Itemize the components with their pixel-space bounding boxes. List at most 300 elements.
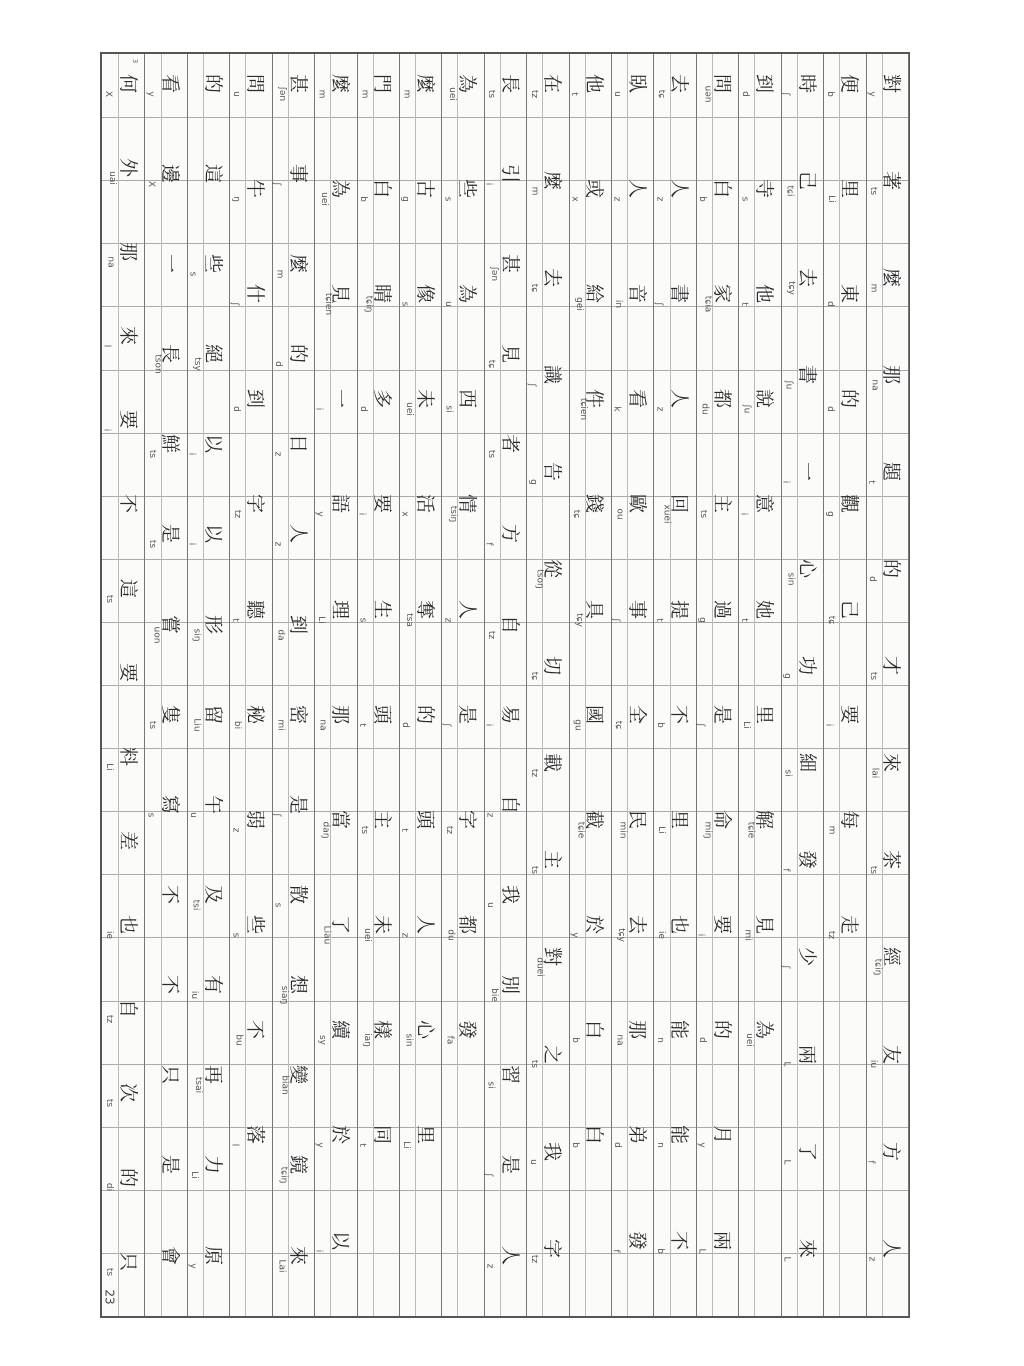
phonetic-annotation: ʃ xyxy=(483,1173,494,1177)
phonetic-annotation: L xyxy=(781,1159,792,1165)
phonetic-annotation: Lai xyxy=(276,1259,287,1273)
phonetic-guide-line xyxy=(781,54,798,1316)
manuscript-character: 書 xyxy=(668,284,691,304)
phonetic-annotation: d xyxy=(697,1037,708,1044)
manuscript-character: 要 xyxy=(837,704,860,724)
manuscript-character: 午 xyxy=(201,794,224,814)
phonetic-annotation: ʃ xyxy=(271,813,282,817)
phonetic-annotation: tɕ xyxy=(528,671,539,681)
phonetic-annotation: bu xyxy=(233,1034,244,1046)
manuscript-character: 以 xyxy=(201,434,224,454)
manuscript-character: 她 xyxy=(753,599,776,619)
phonetic-annotation: y xyxy=(315,511,326,518)
manuscript-character: 主 xyxy=(371,809,394,829)
manuscript-character: 說 xyxy=(753,389,776,409)
phonetic-annotation: u xyxy=(230,90,241,97)
manuscript-character: 去 xyxy=(625,915,648,935)
phonetic-annotation: t xyxy=(653,617,664,622)
manuscript-character: 頭 xyxy=(371,704,394,724)
manuscript-character: 友 xyxy=(880,1044,903,1064)
phonetic-guide-line xyxy=(526,54,543,1316)
phonetic-annotation: sin xyxy=(403,1033,414,1047)
phonetic-annotation: tson xyxy=(152,354,163,374)
phonetic-annotation: iaŋ xyxy=(361,1033,372,1048)
phonetic-annotation: tɕie xyxy=(575,821,586,839)
manuscript-character: 方 xyxy=(498,524,521,544)
phonetic-annotation: z xyxy=(866,1256,877,1261)
phonetic-annotation: x xyxy=(399,511,410,518)
phonetic-annotation: s xyxy=(442,196,453,202)
phonetic-annotation: tɕ xyxy=(571,510,582,519)
manuscript-character: 便 xyxy=(837,73,860,93)
phonetic-annotation: y xyxy=(569,932,580,938)
phonetic-annotation: z xyxy=(399,932,410,938)
manuscript-character: 都 xyxy=(710,389,733,409)
phonetic-annotation: tsi xyxy=(190,899,201,911)
manuscript-character: 見 xyxy=(328,284,351,304)
phonetic-annotation: daŋ xyxy=(320,821,331,839)
phonetic-annotation: tɕ xyxy=(528,283,539,293)
phonetic-annotation: b xyxy=(654,721,665,728)
manuscript-character: 弱 xyxy=(244,809,267,829)
manuscript-character: 家 xyxy=(710,284,733,304)
manuscript-character: 不 xyxy=(668,1230,691,1250)
phonetic-annotation: z xyxy=(230,827,241,833)
phonetic-annotation: z xyxy=(484,812,495,818)
manuscript-character: 門 xyxy=(371,73,394,93)
phonetic-annotation: b xyxy=(697,196,708,202)
phonetic-annotation: ts xyxy=(359,825,370,834)
manuscript-character: 是 xyxy=(159,1155,182,1175)
phonetic-annotation: tz xyxy=(486,630,497,639)
phonetic-guide-line xyxy=(144,54,161,1316)
phonetic-annotation: b xyxy=(569,1142,580,1149)
phonetic-annotation: d xyxy=(612,1142,623,1149)
manuscript-character: 人 xyxy=(498,1245,521,1265)
manuscript-character: 來 xyxy=(116,326,139,346)
phonetic-annotation: d xyxy=(739,90,750,97)
manuscript-character: 有 xyxy=(201,975,224,995)
phonetic-annotation: L xyxy=(696,1248,707,1254)
manuscript-character: 月 xyxy=(710,1125,733,1145)
phonetic-annotation: ʃu xyxy=(741,404,752,414)
manuscript-character: 不 xyxy=(159,885,182,905)
phonetic-annotation: u xyxy=(527,1158,538,1165)
manuscript-character: 在 xyxy=(541,73,564,93)
manuscript-character: 見 xyxy=(498,344,521,364)
phonetic-annotation: d xyxy=(400,721,411,728)
phonetic-annotation: min xyxy=(617,821,628,839)
manuscript-character: 為 xyxy=(456,284,479,304)
manuscript-character: 不 xyxy=(116,494,139,514)
phonetic-annotation: i xyxy=(483,182,494,186)
manuscript-character: 形 xyxy=(201,614,224,634)
manuscript-character: 些 xyxy=(456,178,479,198)
phonetic-annotation: tz xyxy=(104,1015,115,1024)
manuscript-character: 這 xyxy=(201,163,224,183)
manuscript-character: 秘 xyxy=(244,704,267,724)
manuscript-character: 活 xyxy=(413,494,436,514)
phonetic-annotation: ts xyxy=(104,1099,115,1108)
phonetic-annotation: i xyxy=(356,513,367,516)
phonetic-annotation: tz xyxy=(528,1254,539,1263)
manuscript-character: 載 xyxy=(541,753,564,773)
manuscript-character: 走 xyxy=(837,915,860,935)
manuscript-character: 那 xyxy=(880,364,903,385)
phonetic-annotation: f xyxy=(865,1159,876,1164)
phonetic-annotation: k xyxy=(612,406,623,412)
manuscript-character: 識 xyxy=(541,364,564,385)
manuscript-character: 少 xyxy=(795,947,818,967)
manuscript-character: 寫 xyxy=(159,794,182,814)
phonetic-annotation: tsoŋ xyxy=(534,569,545,589)
phonetic-annotation: tɕia xyxy=(702,295,713,313)
manuscript-character: 里 xyxy=(837,178,860,198)
phonetic-annotation: ʃ xyxy=(653,302,664,306)
manuscript-character: 才 xyxy=(880,656,903,676)
manuscript-character: 到 xyxy=(753,73,776,93)
phonetic-annotation: m xyxy=(401,89,412,99)
phonetic-annotation: i xyxy=(483,723,494,726)
manuscript-character: 自 xyxy=(116,999,139,1019)
manuscript-character: 件 xyxy=(583,389,606,409)
manuscript-character: 續 xyxy=(328,1020,351,1040)
manuscript-character: 差 xyxy=(116,830,139,850)
manuscript-character: 字 xyxy=(456,809,479,829)
phonetic-annotation: sy xyxy=(317,1035,328,1046)
manuscript-character: 人 xyxy=(625,178,648,198)
manuscript-character: 看 xyxy=(625,389,648,409)
phonetic-annotation: y xyxy=(145,91,156,97)
manuscript-character: 者 xyxy=(498,434,521,454)
phonetic-annotation: ts xyxy=(868,186,879,195)
manuscript-character: 於 xyxy=(583,915,606,935)
phonetic-annotation: tɕi xyxy=(784,185,795,197)
manuscript-character: 能 xyxy=(668,1020,691,1040)
phonetic-annotation: Li xyxy=(740,720,751,729)
phonetic-annotation: Li xyxy=(825,195,836,203)
manuscript-character: 之 xyxy=(541,1044,564,1064)
manuscript-character: 主 xyxy=(710,494,733,514)
phonetic-annotation: s xyxy=(272,902,283,908)
manuscript-character: 以 xyxy=(328,1230,351,1250)
manuscript-character: 告 xyxy=(541,462,564,482)
phonetic-annotation: g xyxy=(697,616,708,623)
phonetic-annotation: xuei xyxy=(661,504,672,524)
manuscript-character: 甚 xyxy=(286,73,309,93)
phonetic-annotation: Li xyxy=(188,1171,199,1180)
manuscript-character: 發 xyxy=(625,1230,648,1250)
manuscript-character: 意 xyxy=(753,494,776,514)
phonetic-annotation: i xyxy=(313,1249,324,1252)
manuscript-character: 未 xyxy=(413,389,436,409)
manuscript-character: 密 xyxy=(286,704,309,724)
phonetic-annotation: m xyxy=(825,825,836,835)
phonetic-annotation: ʃ xyxy=(780,92,791,96)
manuscript-character: 易 xyxy=(498,704,521,724)
phonetic-annotation: m xyxy=(528,186,539,196)
manuscript-character: 為 xyxy=(328,178,351,198)
phonetic-annotation: Liu xyxy=(191,718,202,732)
phonetic-annotation: z xyxy=(272,451,283,457)
phonetic-annotation: ʃ xyxy=(271,182,282,186)
phonetic-annotation: n xyxy=(654,1037,665,1044)
phonetic-annotation: ts xyxy=(486,89,497,98)
manuscript-character: 為 xyxy=(753,1020,776,1040)
phonetic-annotation: ʃən xyxy=(277,86,288,101)
manuscript-character: 給 xyxy=(583,284,606,304)
phonetic-annotation: siaŋ xyxy=(279,985,290,1005)
phonetic-annotation: d xyxy=(272,361,283,367)
phonetic-guide-line xyxy=(738,54,755,1316)
phonetic-annotation: s xyxy=(230,932,241,938)
phonetic-annotation: mi xyxy=(742,929,753,941)
manuscript-character: 嘗 xyxy=(159,614,182,634)
phonetic-annotation: ŋ xyxy=(230,196,241,202)
phonetic-annotation: ʃ xyxy=(441,723,452,727)
phonetic-annotation: bie xyxy=(489,988,500,1003)
phonetic-annotation: i xyxy=(695,933,706,937)
phonetic-annotation: m xyxy=(274,269,285,279)
phonetic-annotation: tɕiŋ xyxy=(278,1167,289,1184)
manuscript-character: 觀 xyxy=(837,494,860,514)
phonetic-annotation: ts xyxy=(146,720,157,729)
phonetic-annotation: t xyxy=(356,1143,367,1148)
manuscript-character: 我 xyxy=(498,885,521,905)
phonetic-annotation: fa xyxy=(444,1035,455,1045)
phonetic-annotation: ts xyxy=(528,1060,539,1069)
phonetic-annotation: ie xyxy=(655,931,666,940)
manuscript-character: 自 xyxy=(498,794,521,814)
phonetic-annotation: y xyxy=(187,1262,198,1269)
manuscript-character: 牛 xyxy=(244,178,267,198)
manuscript-character: 的 xyxy=(413,704,436,724)
phonetic-annotation: mi xyxy=(275,719,286,731)
manuscript-character: 理 xyxy=(328,599,351,619)
phonetic-annotation: lai xyxy=(869,767,880,779)
manuscript-character: 這 xyxy=(116,578,139,598)
phonetic-annotation: si xyxy=(443,405,454,413)
manuscript-character: 要 xyxy=(116,410,139,430)
manuscript-character: 具 xyxy=(583,599,606,619)
manuscript-character: 鏡 xyxy=(286,1155,309,1175)
phonetic-annotation: i xyxy=(186,543,197,546)
phonetic-annotation: y xyxy=(696,1142,707,1149)
phonetic-annotation: ʃ xyxy=(780,965,791,969)
phonetic-annotation: tz xyxy=(528,89,539,98)
phonetic-annotation: g xyxy=(824,511,835,518)
manuscript-character: 里 xyxy=(413,1125,436,1145)
phonetic-annotation: l xyxy=(228,1144,239,1147)
phonetic-annotation: t xyxy=(356,722,367,727)
page-number: 23 xyxy=(102,1289,117,1305)
manuscript-character: 落 xyxy=(244,1125,267,1145)
phonetic-guide-line xyxy=(187,54,204,1316)
manuscript-character: 習 xyxy=(498,1065,521,1085)
manuscript-character: 東 xyxy=(837,284,860,304)
phonetic-annotation: t xyxy=(738,302,749,306)
phonetic-annotation: du xyxy=(445,929,456,941)
phonetic-guide-line xyxy=(866,54,883,1316)
phonetic-annotation: tɕy xyxy=(786,280,797,295)
phonetic-annotation: tɕ xyxy=(613,720,624,729)
manuscript-character: 是 xyxy=(498,1155,521,1175)
manuscript-character: 心 xyxy=(413,1020,436,1040)
manuscript-character: 一 xyxy=(159,254,182,274)
phonetic-annotation: uon xyxy=(151,626,162,644)
manuscript-character: 臥 xyxy=(625,73,648,93)
phonetic-annotation: uei xyxy=(319,191,330,206)
manuscript-character: 力 xyxy=(201,1155,224,1175)
phonetic-annotation: x xyxy=(569,196,580,202)
manuscript-character: 日 xyxy=(286,434,309,454)
manuscript-grid xyxy=(100,52,910,1318)
phonetic-annotation: m xyxy=(359,89,370,99)
phonetic-guide-line xyxy=(484,54,501,1316)
manuscript-character: 次 xyxy=(116,1083,139,1103)
manuscript-character: 以 xyxy=(201,524,224,544)
manuscript-character: 書 xyxy=(795,364,818,385)
phonetic-annotation: f xyxy=(483,542,494,546)
phonetic-annotation: uai xyxy=(107,170,118,185)
manuscript-character: 語 xyxy=(328,494,351,514)
manuscript-character: 里 xyxy=(753,704,776,724)
phonetic-annotation: z xyxy=(611,196,622,202)
phonetic-annotation: L xyxy=(781,1061,792,1067)
phonetic-annotation: tɕy xyxy=(616,928,627,942)
manuscript-character: 別 xyxy=(498,975,521,995)
manuscript-character: 些 xyxy=(201,254,224,274)
phonetic-annotation: na xyxy=(869,379,880,391)
manuscript-character: 同 xyxy=(371,1125,394,1145)
manuscript-character: 是 xyxy=(286,794,309,814)
manuscript-character: 人 xyxy=(668,178,691,198)
phonetic-annotation: uei xyxy=(361,928,372,942)
manuscript-character: 會 xyxy=(159,1245,182,1265)
manuscript-character: 音 xyxy=(625,284,648,304)
manuscript-character: 生 xyxy=(371,599,394,619)
manuscript-character: 引 xyxy=(498,163,521,183)
manuscript-character: 經 xyxy=(880,947,903,967)
phonetic-guide-line xyxy=(441,54,458,1316)
phonetic-annotation: i xyxy=(737,513,748,516)
phonetic-annotation: i xyxy=(186,453,197,456)
phonetic-annotation: d xyxy=(824,301,835,307)
phonetic-annotation: t xyxy=(568,91,579,96)
manuscript-character: 能 xyxy=(668,1125,691,1145)
manuscript-character: 白 xyxy=(583,1020,606,1040)
phonetic-annotation: s xyxy=(399,301,410,307)
phonetic-annotation: z xyxy=(442,617,453,622)
phonetic-annotation: m xyxy=(868,283,879,293)
manuscript-character: 來 xyxy=(795,1238,818,1258)
manuscript-character: 過 xyxy=(710,599,733,619)
phonetic-annotation: b xyxy=(357,196,368,202)
phonetic-annotation: di xyxy=(104,1183,115,1192)
manuscript-character: 從 xyxy=(541,559,564,579)
manuscript-character: 是 xyxy=(159,524,182,544)
phonetic-annotation: gu xyxy=(572,718,583,731)
phonetic-annotation: tz xyxy=(825,930,836,940)
manuscript-character: 提 xyxy=(668,599,691,619)
manuscript-character: 情 xyxy=(456,494,479,514)
phonetic-annotation: siŋ xyxy=(191,628,202,641)
phonetic-annotation: Li xyxy=(655,826,666,834)
phonetic-annotation: sin xyxy=(785,572,796,586)
phonetic-annotation: ʃ xyxy=(695,723,706,727)
manuscript-character: 留 xyxy=(201,704,224,724)
manuscript-character: 那 xyxy=(328,704,351,724)
phonetic-annotation: s xyxy=(145,812,156,818)
manuscript-character: 去 xyxy=(541,267,564,287)
phonetic-annotation: miŋ xyxy=(702,821,713,839)
manuscript-character: 於 xyxy=(328,1125,351,1145)
manuscript-character: 外 xyxy=(116,157,139,177)
manuscript-character: 樣 xyxy=(371,1020,394,1040)
manuscript-character: 對 xyxy=(541,947,564,967)
manuscript-character: 隻 xyxy=(159,704,182,724)
manuscript-character: 了 xyxy=(328,915,351,935)
phonetic-annotation: u xyxy=(442,301,453,307)
phonetic-annotation: tsai xyxy=(193,1077,204,1094)
manuscript-character: 不 xyxy=(668,704,691,724)
phonetic-annotation: d xyxy=(824,406,835,413)
phonetic-annotation: g xyxy=(527,479,538,485)
manuscript-character: 奪 xyxy=(413,599,436,619)
phonetic-annotation: tɕy xyxy=(573,612,584,627)
manuscript-character: 鮮 xyxy=(159,434,182,454)
phonetic-annotation: tsiŋ xyxy=(447,506,458,523)
manuscript-character: 絕 xyxy=(201,344,224,364)
manuscript-character: 是 xyxy=(710,704,733,724)
manuscript-character: 要 xyxy=(116,662,139,682)
manuscript-character: 切 xyxy=(541,656,564,676)
manuscript-character: 聽 xyxy=(244,599,267,619)
manuscript-character: 問 xyxy=(244,73,267,93)
manuscript-character: 主 xyxy=(541,850,564,870)
phonetic-annotation: y xyxy=(315,1142,326,1149)
manuscript-character: 寺 xyxy=(753,178,776,198)
manuscript-character: 問 xyxy=(710,73,733,93)
phonetic-annotation: ie xyxy=(104,931,115,940)
phonetic-annotation: b xyxy=(569,1037,580,1044)
phonetic-annotation: t xyxy=(738,617,749,622)
manuscript-character: 多 xyxy=(371,389,394,409)
phonetic-annotation: ʃ xyxy=(229,302,240,306)
phonetic-annotation: tsa xyxy=(404,612,415,627)
manuscript-character: 要 xyxy=(710,915,733,935)
phonetic-annotation: tɕiŋ xyxy=(872,959,883,976)
manuscript-character: 邊 xyxy=(159,163,182,183)
phonetic-annotation: iu xyxy=(189,991,200,1000)
phonetic-annotation: n xyxy=(654,1142,665,1149)
phonetic-annotation: X xyxy=(103,90,114,97)
manuscript-character: 是 xyxy=(456,704,479,724)
manuscript-character: 命 xyxy=(710,809,733,829)
manuscript-character: 弟 xyxy=(625,1125,648,1145)
phonetic-annotation: i xyxy=(780,480,791,484)
phonetic-annotation: i xyxy=(313,407,324,411)
manuscript-character: 對 xyxy=(880,73,903,93)
manuscript-character: 那 xyxy=(625,1020,648,1040)
manuscript-character: 麼 xyxy=(286,254,309,274)
manuscript-character: 白 xyxy=(710,178,733,198)
phonetic-annotation: Li xyxy=(401,1141,412,1150)
manuscript-character: 題 xyxy=(880,462,903,482)
phonetic-annotation: y xyxy=(866,91,877,97)
manuscript-character: 原 xyxy=(201,1245,224,1265)
manuscript-character: 回 xyxy=(668,494,691,514)
